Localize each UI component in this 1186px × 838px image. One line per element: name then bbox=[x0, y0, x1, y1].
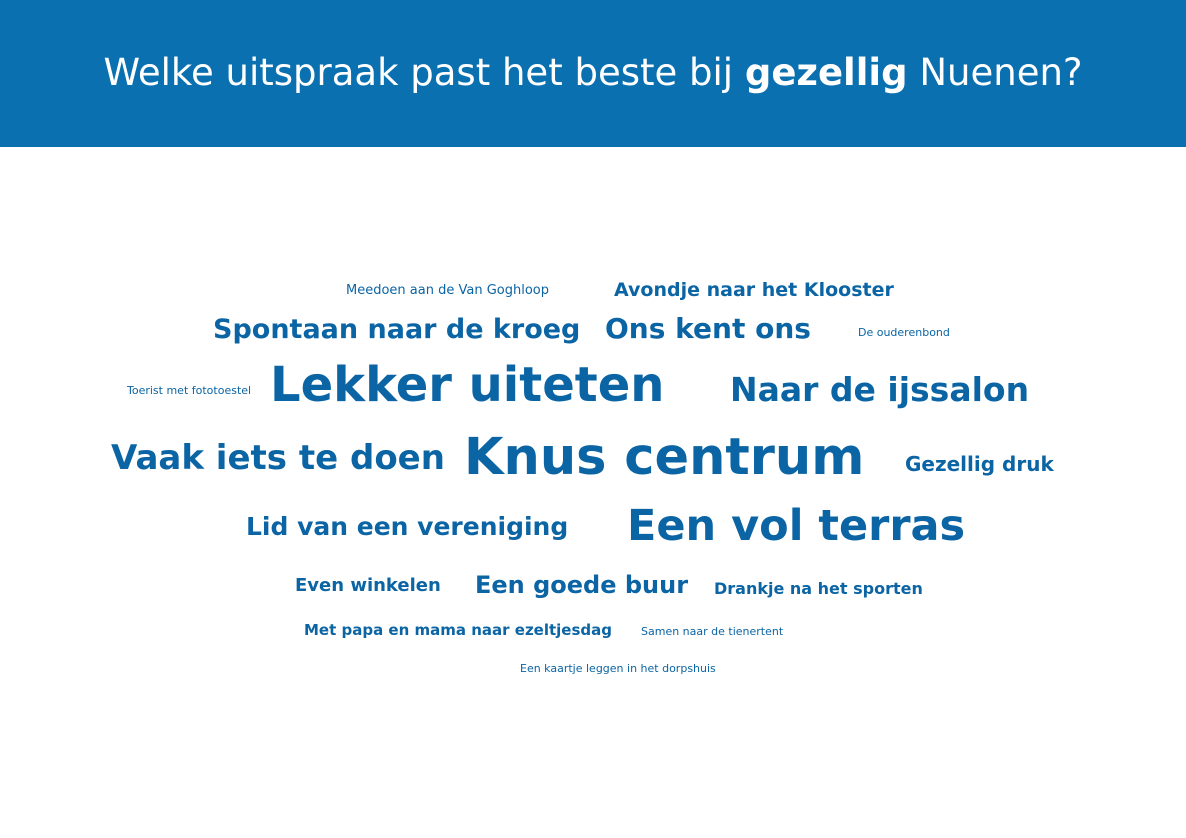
title-text-before: Welke uitspraak past het beste bij bbox=[103, 51, 734, 94]
phrase-ouderenbond: De ouderenbond bbox=[858, 326, 950, 339]
phrase-ezeltjesdag: Met papa en mama naar ezeltjesdag bbox=[304, 621, 613, 639]
phrase-kroeg: Spontaan naar de kroeg bbox=[213, 314, 581, 345]
phrase-ijssalon: Naar de ijssalon bbox=[730, 370, 1030, 409]
title-highlight-word: gezellig bbox=[744, 51, 908, 94]
phrase-goede-buur: Een goede buur bbox=[475, 571, 689, 599]
phrase-toerist: Toerist met fototoestel bbox=[127, 384, 252, 397]
phrase-vol-terras: Een vol terras bbox=[627, 501, 966, 551]
phrase-lekker-uiteten: Lekker uiteten bbox=[270, 357, 665, 413]
title-text-after: Nuenen? bbox=[919, 51, 1083, 94]
phrase-vaak-iets-te-doen: Vaak iets te doen bbox=[111, 438, 445, 478]
phrase-drankje-sporten: Drankje na het sporten bbox=[714, 579, 923, 598]
phrase-even-winkelen: Even winkelen bbox=[295, 575, 441, 596]
header-banner bbox=[0, 0, 1186, 147]
phrase-vereniging: Lid van een vereniging bbox=[246, 512, 569, 541]
page-title bbox=[0, 51, 1186, 94]
phrase-klooster: Avondje naar het Klooster bbox=[614, 279, 894, 301]
phrase-van-goghloop: Meedoen aan de Van Goghloop bbox=[346, 283, 549, 298]
phrase-knus-centrum: Knus centrum bbox=[464, 428, 865, 487]
phrase-tienertent: Samen naar de tienertent bbox=[641, 625, 784, 638]
phrase-ons-kent-ons: Ons kent ons bbox=[605, 312, 811, 345]
phrase-dorpshuis: Een kaartje leggen in het dorpshuis bbox=[520, 662, 716, 675]
phrase-gezellig-druk: Gezellig druk bbox=[905, 452, 1054, 476]
word-cloud bbox=[0, 147, 1186, 838]
